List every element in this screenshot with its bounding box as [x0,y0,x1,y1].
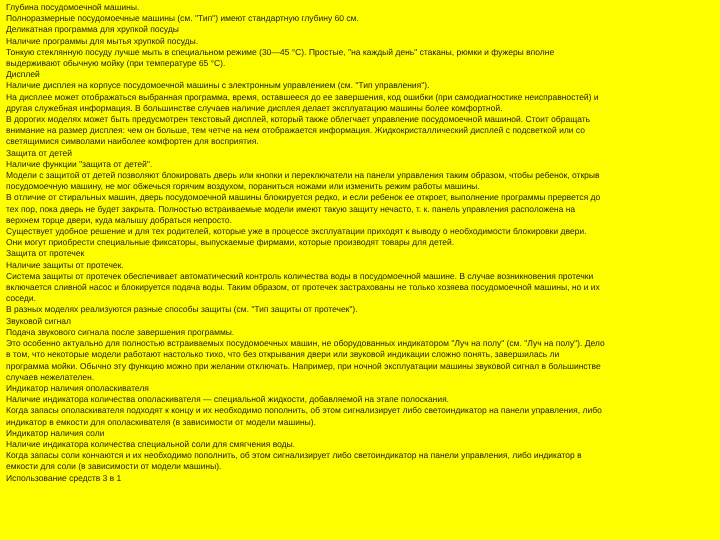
heading-three-in-one: Использование средств 3 в 1 [6,472,122,483]
text-line: случаев нежелателен. [6,371,95,382]
text-line: посудомоечную машину, не мог обжечься горячим воздухом, пораниться ножами или изменить режим работы машины. [6,181,480,192]
text-line: На дисплее может отображаться выбранная программа, время, оставшееся до ее завершения, код ошибки (при самодиагностике неисправностей) и [6,91,599,102]
text-line: Существует удобное решение и для тех родителей, которые уже в процессе эксплуатации приходят к выводу о необходимости блокировки двери. [6,226,587,237]
heading-depth: Глубина посудомоечной машины. [6,2,140,12]
text-line: выдерживают обычную мойку (при температуре 65 °С). [6,58,226,69]
text-line: Наличие индикатора количества специальной соли для смягчения воды. [6,438,296,449]
text-line: Наличие индикатора количества ополаскивателя — специальной жидкости, добавляемой на этапе полоскания. [6,394,450,405]
heading-rinse-aid-indicator: Индикатор наличия ополаскивателя [6,382,149,393]
heading-salt-indicator: Индикатор наличия соли [6,427,105,438]
text-line: Когда запасы ополаскивателя подходят к концу и их необходимо пополнить, об этом сигнализирует либо светоиндикатор на панели управления, либо [6,405,602,416]
text-line: включается сливной насос и блокируется подача воды. Таким образом, от протечек застрахованы не только хозяева посудомоечной машины, но и их [6,282,600,293]
text-line: Они могут приобрести специальные фиксаторы, выпускаемые фирмами, которые производят товары для детей. [6,237,455,248]
text-line: светящимися символами наиболее комфортен для восприятия. [6,136,259,147]
text-line: Подача звукового сигнала после завершения программы. [6,326,235,337]
text-line: В разных моделях реализуются разные способы защиты (см. "Тип защиты от протечек"). [6,304,358,315]
heading-child-lock: Защита от детей [6,147,72,158]
heading-delicate-program: Деликатная программа для хрупкой посуды [6,24,179,35]
text-line: Система защиты от протечек обеспечивает автоматический контроль количества воды в посудомоечной машине. В случае возникновения протечки [6,270,594,281]
text-line: Наличие защиты от протечек. [6,259,124,270]
text-line: Тонкую стеклянную посуду лучше мыть в специальном режиме (30—45 °С). Простые, "на каждый день" стаканы, рюмки и фужеры вполне [6,46,555,57]
text-line: В дорогих моделях может быть предусмотрен текстовый дисплей, который также облегчает управление посудомоечной машиной. Стоит обращать [6,114,591,125]
text-line: В отличие от стиральных машин, дверь посудомоечной машины блокируется редко, и если ребенок ее откроет, выполнение программы прервется до [6,192,601,203]
text-line: соседи. [6,293,36,304]
text-line: Наличие функции "защита от детей". [6,158,153,169]
text-line: Когда запасы соли кончаются и их необходимо пополнить, об этом сигнализирует либо светоиндикатор на панели управления, либо индикатор в [6,450,582,461]
heading-leak-protection: Защита от протечек [6,248,85,259]
text-line: внимание на размер дисплея: чем он больше, тем четче на нем отображается информация. Жидкокристаллический дисплей с подсветкой или со [6,125,585,136]
heading-sound-signal: Звуковой сигнал [6,315,71,326]
text-line: емкости для соли (в зависимости от модели машины). [6,461,222,472]
text-line: Модели с защитой от детей позволяют блокировать дверь или кнопки и переключатели на панели управления таким образом, чтобы ребенок, открыв [6,170,600,181]
text-line: Наличие дисплея на корпусе посудомоечной машины с электронным управлением (см. "Тип управления"). [6,80,430,91]
heading-display: Дисплей [6,69,40,80]
text-line: тех пор, пока дверь не будет закрыта. Полностью встраиваемые модели имеют такую защиту нечасто, т. к. панель управления расположена на [6,203,576,214]
text-line: другая служебная информация. В большинстве случаев наличие дисплея делает эксплуатацию машины более комфортной. [6,102,503,113]
text-line: верхнем торце двери, куда малышу добраться непросто. [6,214,232,225]
text-line: индикатор в емкости для ополаскивателя (в зависимости от модели машины). [6,416,316,427]
text-line: программа мойки. Обычно эту функцию можно при желании отключать. Например, при ночной эксплуатации машины звуковой сигнал в большинстве [6,360,601,371]
text-line: Наличие программы для мытья хрупкой посуды. [6,35,199,46]
text-line: Это особенно актуально для полностью встраиваемых посудомоечных машин, не оборудованных индикатором "Луч на полу" (см. "Луч на полу"). Дело [6,338,605,349]
text-line: Полноразмерные посудомоечные машины (см. "Тип") имеют стандартную глубину 60 см. [6,13,359,24]
text-line: в том, что некоторые модели работают настолько тихо, что без открывания двери или звуковой индикации сложно понять, завершилась ли [6,349,560,360]
document-text [6,2,714,484]
